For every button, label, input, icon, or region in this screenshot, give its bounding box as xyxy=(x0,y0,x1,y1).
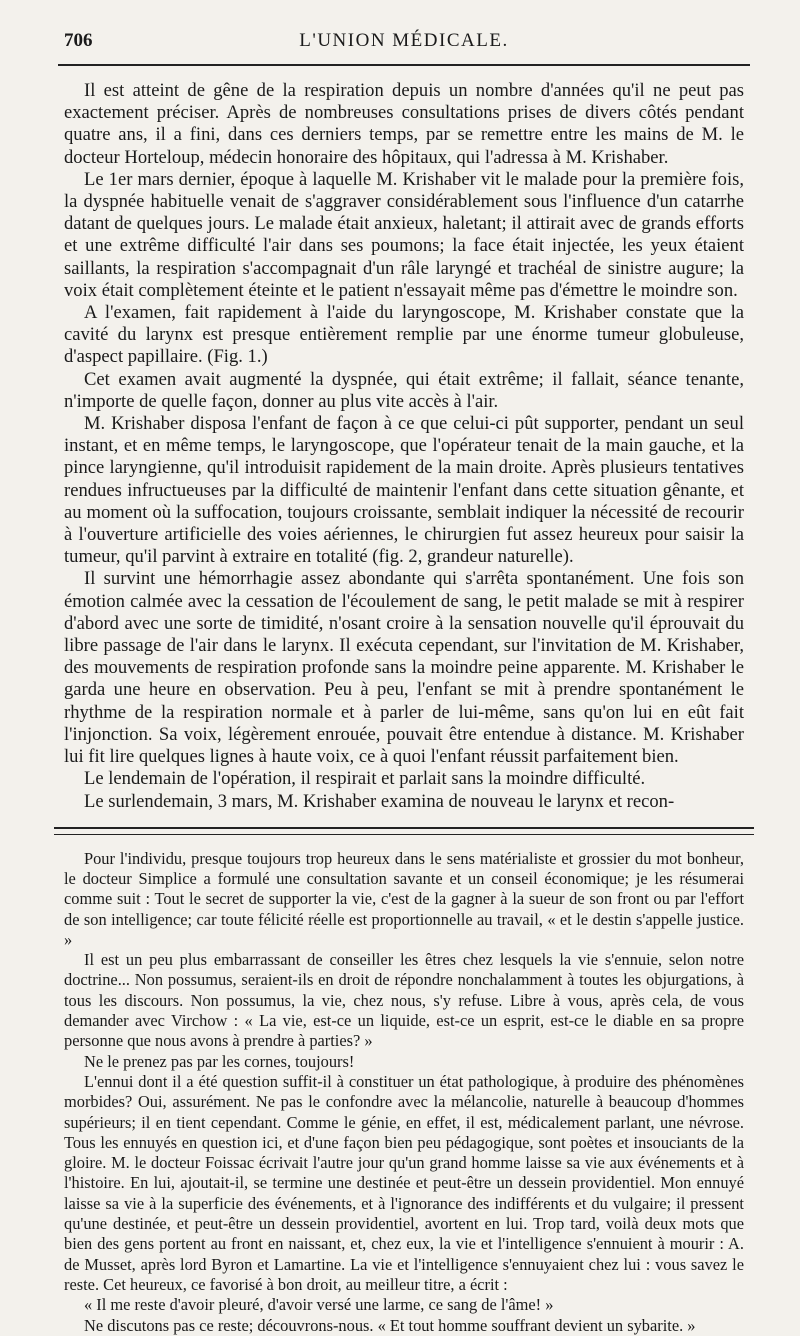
running-title: L'UNION MÉDICALE. xyxy=(299,30,509,51)
feuilleton-paragraph: « Il me reste d'avoir pleuré, d'avoir versé une larme, ce sang de l'âme! » xyxy=(84,1295,554,1315)
article-body xyxy=(64,80,744,813)
header-rule xyxy=(58,64,750,66)
article-paragraph: Le lendemain de l'opération, il respirait et parlait sans la moindre difficulté. xyxy=(84,768,646,790)
article-paragraph: Il est atteint de gêne de la respiration depuis un nombre d'années qu'il ne peut pas exactement préciser. Après de nombreuses consultations prises de divers côtés pendant quatre ans, il a fini, dans ces derniers temps, par se remettre entre les mains de M. le docteur Horteloup, médecin honoraire des hôpitaux, qui l'adressa à M. Krishaber. xyxy=(64,80,744,168)
article-paragraph: Le surlendemain, 3 mars, M. Krishaber examina de nouveau le larynx et recon- xyxy=(84,790,675,812)
feuilleton-body xyxy=(64,849,744,1336)
feuilleton-paragraph: Pour l'individu, presque toujours trop heureux dans le sens matérialiste et grossier du mot bonheur, le docteur Simplice a formulé une consultation savante et un conseil économique; je les résumerai comme suit : Tout le secret de supporter la vie, c'est de la gagner à la sueur de son front ou par l'effort de son intelligence; car toute félicité réelle est proportionnelle au travail, « et le destin s'appelle justice. » xyxy=(64,848,744,949)
article-paragraph: M. Krishaber disposa l'enfant de façon à ce que celui-ci pût supporter, pendant un seul instant, et en même temps, le laryngoscope, que l'opérateur tenait de la main gauche, et la pince laryngienne, qu'il introduisit rapidement de la main droite. Après plusieurs tentatives rendues infructueuses par la difficulté de maintenir l'enfant dans cette situation gênante, et au moment où la suffocation, toujours croissante, semblait indiquer la nécessité de recourir à l'ouverture artificielle des voies aériennes, le chirurgien fut assez heureux pour saisir la tumeur, qu'il parvint à extraire en totalité (fig. 2, grandeur naturelle). xyxy=(64,413,744,568)
article-paragraph: Le 1er mars dernier, époque à laquelle M. Krishaber vit le malade pour la première fois, la dyspnée habituelle venait de s'aggraver considérablement sous l'influence d'un catarrhe datant de quelques jours. Le malade était anxieux, haletant; il attirait avec de grands efforts et une extrême difficulté l'air dans ses poumons; la face était injectée, les yeux étaient saillants, la respiration s'accompagnait d'un râle laryngé et trachéal de sinistre augure; la voix était complètement éteinte et le patient n'essayait même pas d'émettre le moindre son. xyxy=(64,168,744,301)
page-number: 706 xyxy=(64,30,93,51)
page-header xyxy=(64,26,744,56)
article-paragraph: Cet examen avait augmenté la dyspnée, qui était extrême; il fallait, séance tenante, n'importe de quelle façon, donner au plus vite accès à l'air. xyxy=(64,368,744,412)
feuilleton-paragraph: Ne le prenez pas par les cornes, toujours! xyxy=(84,1051,355,1071)
feuilleton-paragraph: L'ennui dont il a été question suffit-il à constituer un état pathologique, à produire des phénomènes morbides? Oui, assurément. Ne pas le confondre avec la mélancolie, naturelle à beaucoup d'hommes supérieurs; il en tient cependant. Comme le génie, en effet, il est, médicalement parlant, une névrose. Tous les ennuyés en question ici, et d'une façon bien peu pédagogique, sont poètes et insouciants de la gloire. M. le docteur Foissac écrivait l'autre jour qu'un grand homme laisse sa vie aux événements et à l'histoire. En lui, ajoutait-il, se termine une destinée et peut-être un dessein providentiel. Mon ennuyé laisse sa vie à la superficie des événements, et à l'ignorance des indifférents et du vulgaire; il pressent qu'une destinée, et peut-être un dessein providentiel, avortent en lui. Trop tard, voilà deux mots que bien des gens portent au front en naissant, et, chez eux, la vie et l'intelligence s'ennuient à mourir : A. de Musset, après lord Byron et Lamartine. La vie et l'intelligence s'ennuyaient chez lui : vous savez le reste. Cet heureux, ce favorisé à bon droit, au meilleur titre, a écrit : xyxy=(64,1071,744,1294)
article-paragraph: A l'examen, fait rapidement à l'aide du laryngoscope, M. Krishaber constate que la cavité du larynx est presque entièrement remplie par une énorme tumeur globuleuse, d'aspect papillaire. (Fig. 1.) xyxy=(64,302,744,368)
feuilleton-separator xyxy=(54,827,754,835)
feuilleton-paragraph: Ne discutons pas ce reste; découvrons-nous. « Et tout homme souffrant devient un sybarite. » xyxy=(84,1315,696,1335)
feuilleton-paragraph: Il est un peu plus embarrassant de conseiller les êtres chez lesquels la vie s'ennuie, selon notre doctrine... Non possumus, seraient-ils en droit de répondre nonchalamment à toutes les objurgations, à tous les discours. Non possumus, la vie, chez nous, s'y refuse. Libre à vous, après cela, de vous demander avec Virchow : « La vie, est-ce un liquide, est-ce un esprit, est-ce le diable en sa propre personne que nous avons à prendre à parties? » xyxy=(64,950,744,1051)
article-paragraph: Il survint une hémorrhagie assez abondante qui s'arrêta spontanément. Une fois son émotion calmée avec la cessation de l'écoulement de sang, le petit malade se mit à respirer d'abord avec une sorte de timidité, n'osant croire à la sensation nouvelle qu'il éprouvait du libre passage de l'air dans le larynx. Il exécuta cependant, sur l'invitation de M. Krishaber, des mouvements de respiration profonde sans la moindre peine apparente. M. Krishaber le garda une heure en observation. Peu à peu, l'enfant se mit à prendre spontanément le rhythme de la respiration normale et à parler de lui-même, sans qu'on lui en eût fait l'injonction. Sa voix, légèrement enrouée, pouvait être entendue à distance. M. Krishaber lui fit lire quelques lignes à haute voix, ce à quoi l'enfant réussit parfaitement bien. xyxy=(64,568,744,768)
